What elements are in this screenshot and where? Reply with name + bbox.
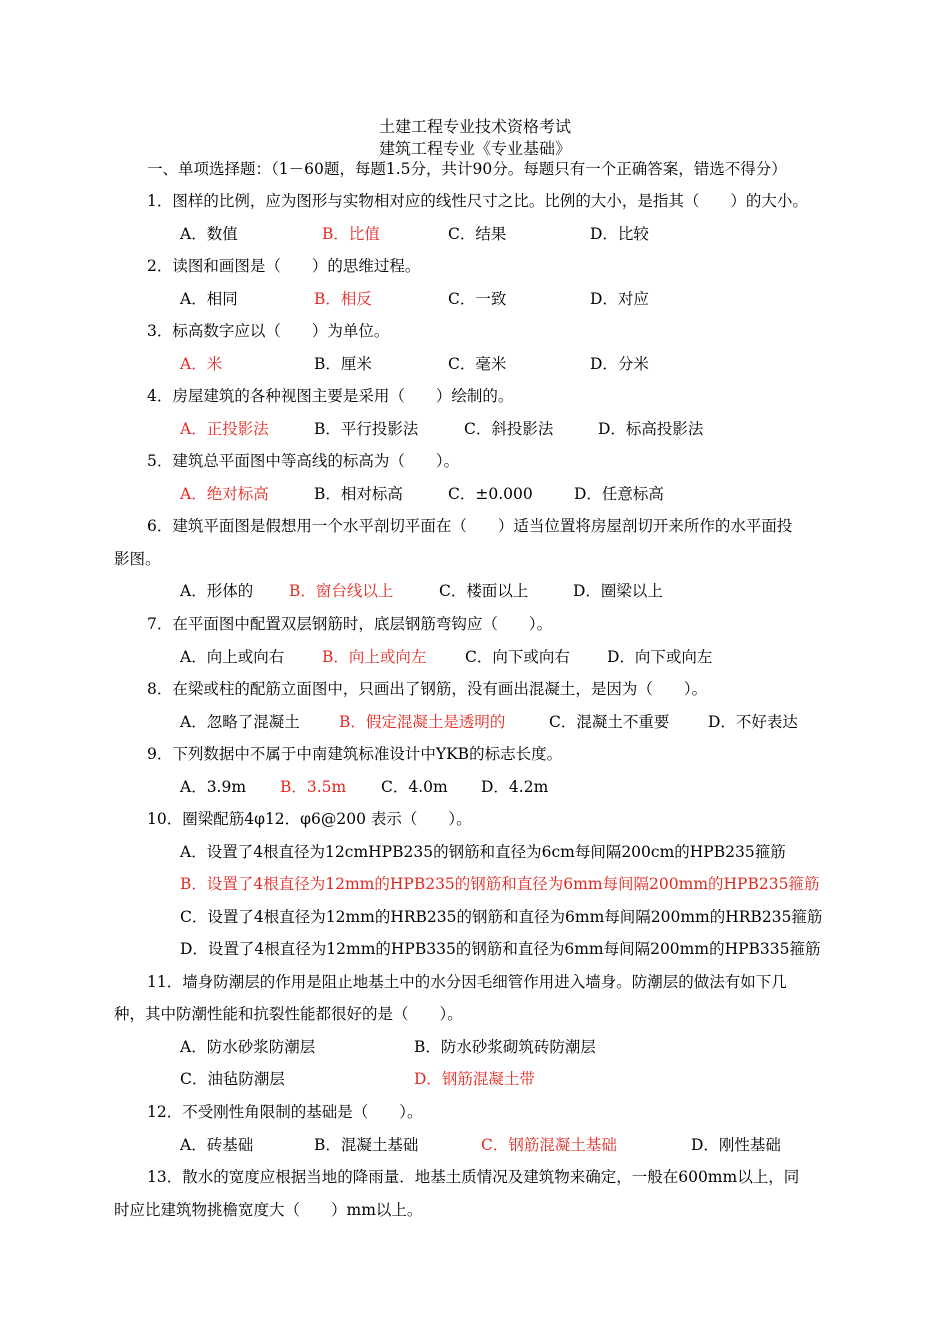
exam-subtitle: 建筑工程专业《专业基础》 (378, 139, 571, 158)
question-13-stem: 13．散水的宽度应根据当地的降雨量．地基土质情况及建筑物来确定，一般在600mm以上，同 (147, 1168, 800, 1186)
question-3-option-d: D．分米 (590, 355, 649, 373)
question-3-option-c: C．毫米 (448, 355, 507, 373)
question-11-option-a: A．防水砂浆防潮层 (180, 1038, 316, 1056)
question-10-option-b: B．设置了4根直径为12mm的HPB235的钢筋和直径为6mm每间隔200mm的HPB235箍筋 (180, 875, 820, 893)
question-7-option-c: C．向下或向右 (465, 648, 570, 666)
question-5-option-c: C．±0.000 (448, 485, 533, 503)
question-12-stem: 12．不受刚性角限制的基础是（ ）。 (147, 1103, 423, 1121)
question-4-option-b: B．平行投影法 (314, 420, 419, 438)
question-3-option-a: A．米 (180, 355, 223, 373)
question-1-stem: 1．图样的比例，应为图形与实物相对应的线性尺寸之比。比例的大小，是指其（ ）的大小。 (147, 192, 808, 210)
question-6-option-d: D．圈梁以上 (573, 582, 663, 600)
question-5-option-d: D．任意标高 (574, 485, 664, 503)
question-12-option-a: A．砖基础 (180, 1136, 254, 1154)
question-1-option-c: C．结果 (448, 225, 507, 243)
question-10-option-c: C．设置了4根直径为12mm的HRB235的钢筋和直径为6mm每间隔200mm的HRB235箍筋 (180, 908, 823, 926)
question-10-stem: 10．圈梁配筋4φ12．φ6@200 表示（ ）。 (147, 810, 472, 828)
question-6-option-c: C．楼面以上 (439, 582, 529, 600)
question-8-option-d: D．不好表达 (708, 713, 798, 731)
question-5-option-a: A．绝对标高 (180, 485, 269, 503)
question-3-option-b: B．厘米 (314, 355, 372, 373)
question-7-stem: 7．在平面图中配置双层钢筋时，底层钢筋弯钩应（ ）。 (147, 615, 553, 633)
question-9-option-b: B．3.5m (280, 778, 347, 796)
question-9-option-c: C．4.0m (381, 778, 448, 796)
question-11-option-d: D．钢筋混凝土带 (414, 1070, 535, 1088)
question-8-option-a: A．忽略了混凝土 (180, 713, 300, 731)
question-9-option-a: A．3.9m (180, 778, 247, 796)
question-10-option-d: D．设置了4根直径为12mm的HPB335的钢筋和直径为6mm每间隔200mm的HPB335箍筋 (180, 940, 821, 958)
question-2-option-d: D．对应 (590, 290, 649, 308)
question-1-option-a: A．数值 (180, 225, 238, 243)
question-7-option-b: B．向上或向左 (322, 648, 427, 666)
question-6-stem: 6．建筑平面图是假想用一个水平剖切平面在（ ）适当位置将房屋剖切开来所作的水平面投 (147, 517, 793, 535)
question-13-stem-continued: 时应比建筑物挑檐宽度大（ ）mm以上。 (114, 1201, 423, 1219)
exam-title: 土建工程专业技术资格考试 (378, 117, 571, 136)
question-5-option-b: B．相对标高 (314, 485, 403, 503)
question-4-option-c: C．斜投影法 (464, 420, 554, 438)
question-10-option-a: A．设置了4根直径为12cmHPB235的钢筋和直径为6cm每间隔200cm的HPB235箍筋 (180, 843, 786, 861)
question-3-stem: 3．标高数字应以（ ）为单位。 (147, 322, 390, 340)
question-4-option-a: A．正投影法 (180, 420, 269, 438)
question-2-option-c: C．一致 (448, 290, 507, 308)
question-2-option-b: B．相反 (314, 290, 372, 308)
question-7-option-d: D．向下或向左 (607, 648, 713, 666)
question-4-stem: 4．房屋建筑的各种视图主要是采用（ ）绘制的。 (147, 387, 514, 405)
question-4-option-d: D．标高投影法 (598, 420, 704, 438)
question-9-option-d: D．4.2m (481, 778, 549, 796)
question-9-stem: 9．下列数据中不属于中南建筑标准设计中YKB的标志长度。 (147, 745, 563, 763)
question-11-option-c: C．油毡防潮层 (180, 1070, 285, 1088)
question-6-option-b: B．窗台线以上 (289, 582, 394, 600)
question-7-option-a: A．向上或向右 (180, 648, 285, 666)
question-1-option-d: D．比较 (590, 225, 649, 243)
question-2-stem: 2．读图和画图是（ ）的思维过程。 (147, 257, 421, 275)
question-6-stem-continued: 影图。 (114, 550, 161, 568)
question-11-stem: 11．墙身防潮层的作用是阻止地基土中的水分因毛细管作用进入墙身。防潮层的做法有如下几 (147, 973, 787, 991)
question-8-option-b: B．假定混凝土是透明的 (339, 713, 506, 731)
question-5-stem: 5．建筑总平面图中等高线的标高为（ ）。 (147, 452, 460, 470)
question-11-option-b: B．防水砂浆砌筑砖防潮层 (414, 1038, 596, 1056)
question-6-option-a: A．形体的 (180, 582, 254, 600)
question-2-option-a: A．相同 (180, 290, 238, 308)
question-11-stem-continued: 种，其中防潮性能和抗裂性能都很好的是（ ）。 (114, 1005, 463, 1023)
question-12-option-d: D．刚性基础 (691, 1136, 781, 1154)
question-12-option-b: B．混凝土基础 (314, 1136, 419, 1154)
question-12-option-c: C．钢筋混凝土基础 (481, 1136, 617, 1154)
question-8-stem: 8．在梁或柱的配筋立面图中，只画出了钢筋，没有画出混凝土，是因为（ ）。 (147, 680, 708, 698)
question-8-option-c: C．混凝土不重要 (549, 713, 670, 731)
section-heading: 一、单项选择题：（1－60题，每题1.5分，共计90分。每题只有一个正确答案，错选不得分） (147, 160, 787, 178)
question-1-option-b: B．比值 (322, 225, 380, 243)
